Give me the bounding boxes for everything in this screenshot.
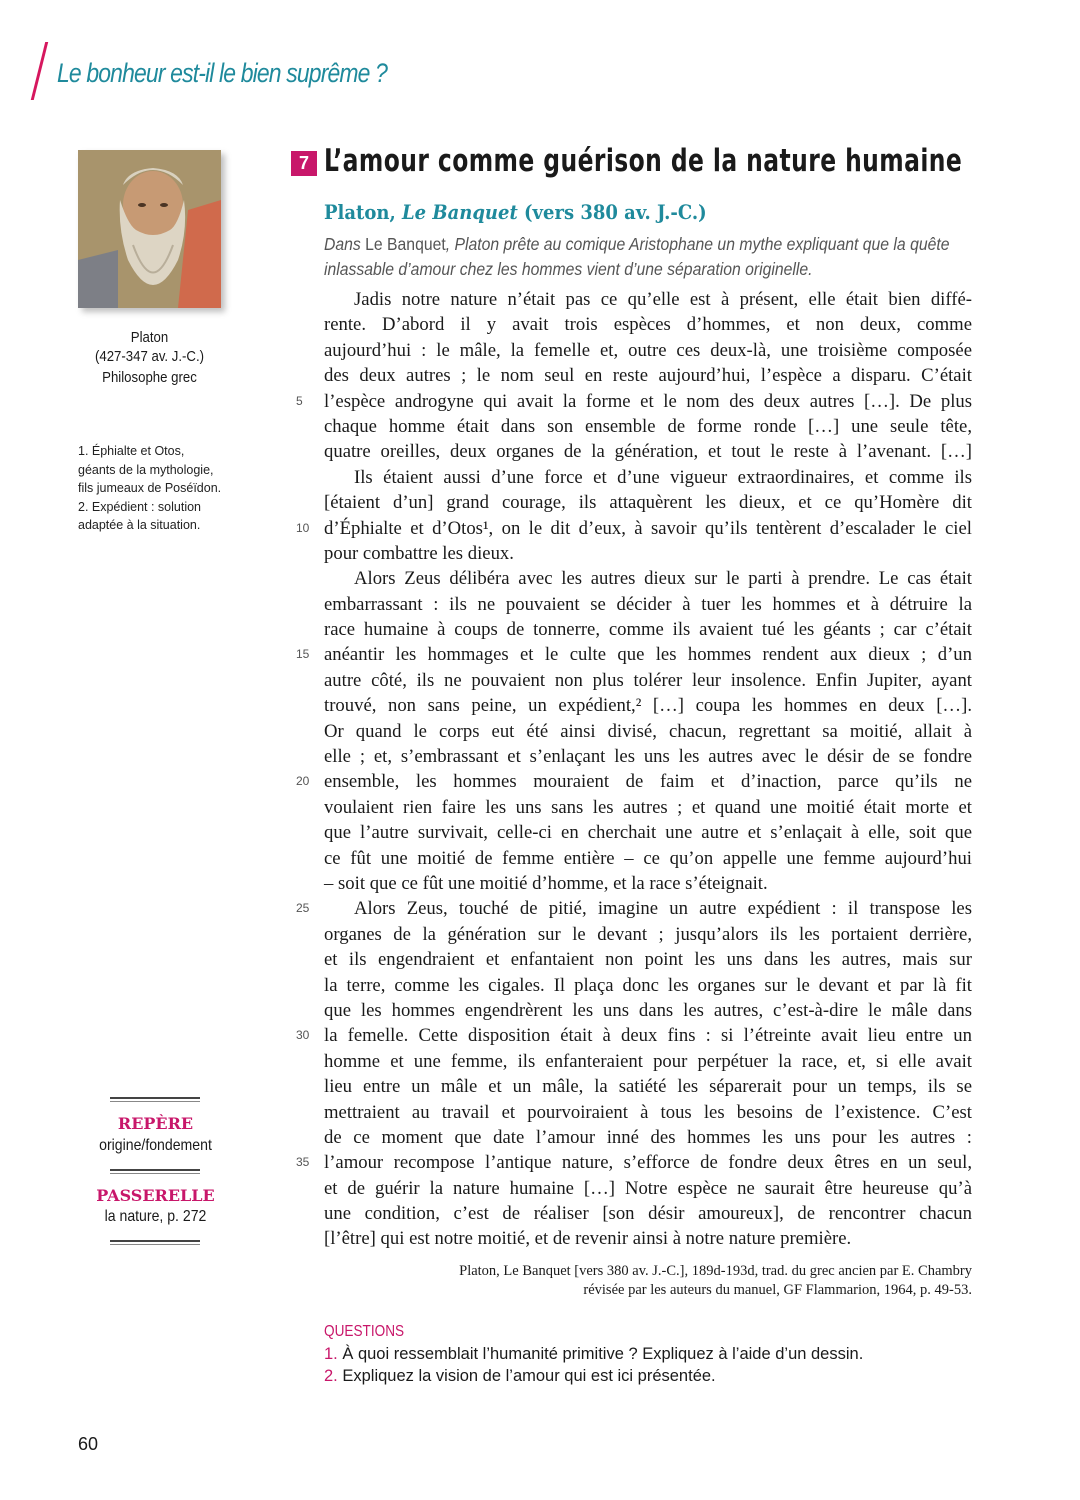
line-text: pour combattre les dieux.: [324, 542, 514, 564]
line-text: une condition, c’est de réaliser [son désir amoureux], de rencontrer chacun: [324, 1203, 972, 1225]
line-text: Alors Zeus, touché de pitié, imagine un autre expédient : il transpose les: [354, 898, 972, 920]
line-text: des deux autres ; le nom seul en reste aujourd’hui, l’espèce a disparu. C’était: [324, 365, 972, 387]
line-number: 20: [296, 774, 310, 789]
text-line: [324, 947, 972, 972]
repere-label: REPÈRE: [117, 1114, 194, 1133]
line-text: trouvé, non sans peine, un expédient,² […] coupa les hommes en deux […].: [324, 695, 972, 717]
text-line: [324, 592, 972, 617]
text-line: [324, 795, 972, 820]
line-text: et ils engendraient et enfantaient non point les uns dans les autres, mais sur: [324, 949, 972, 971]
line-number: 30: [296, 1028, 310, 1043]
text-line: [324, 846, 972, 871]
text-line: [324, 719, 972, 744]
portrait-caption-dates: (427-347 av. J.-C.): [94, 348, 205, 365]
line-text: la terre, comme les cigales. Il plaça donc les organes sur le devant et par là fit: [324, 974, 972, 996]
text-line: [324, 312, 972, 337]
footnote-line: 1. Éphialte et Otos,: [78, 444, 185, 458]
line-text: aujourd’hui : le mâle, la femelle et, outre ces deux-là, une troisième composée: [324, 339, 972, 361]
line-text: voulaient rien faire les uns sans les autres ; et quand une moitié était morte et: [324, 796, 972, 818]
text-line: [324, 744, 972, 769]
text-line: [324, 617, 972, 642]
text-line: [324, 1201, 972, 1226]
text-line: [296, 1150, 972, 1175]
line-text: embarrassant : ils ne pouvaient se décider à tuer les hommes et à détruire la: [324, 593, 972, 615]
chapter-title: Le bonheur est-il le bien suprême ?: [57, 58, 388, 88]
text-line: [324, 871, 972, 896]
document-author: [324, 200, 707, 224]
text-line: [296, 516, 972, 541]
work-title: Le Banquet: [401, 200, 518, 224]
line-text: mettraient au travail et pourvoiraient à tous les besoins de l’existence. C’est: [324, 1101, 972, 1123]
text-line: [296, 642, 972, 667]
document-number-badge: 7: [291, 151, 317, 176]
line-text: elle ; et, s’embrassant et s’enlaçant les uns les autres avec le désir de se fondre: [324, 746, 972, 768]
line-text: l’espèce androgyne qui avait la forme et le nom des deux autres […]. De plus: [324, 390, 972, 412]
text-line: [324, 465, 972, 490]
text-line: [324, 668, 972, 693]
passerelle-value: la nature, p. 272: [104, 1208, 207, 1225]
line-text: – soit que ce fût une moitié d’homme, et la race s’éteignait.: [324, 872, 768, 894]
text-line: [324, 338, 972, 363]
line-text: Ils étaient aussi d’une force et d’une vigueur extraordinaires, et comme ils: [354, 466, 972, 488]
source-line: révisée par les auteurs du manuel, GF Flammarion, 1964, p. 49-53.: [583, 1281, 972, 1298]
questions-heading: QUESTIONS: [324, 1323, 405, 1340]
text-line: [324, 287, 972, 312]
text-line: [324, 973, 972, 998]
question-text: Expliquez la vision de l’amour qui est ici présentée.: [337, 1367, 716, 1385]
line-text: [l’être] qui est notre moitié, et de revenir ainsi à notre nature première.: [324, 1228, 852, 1250]
intro-work: Le Banquet: [365, 234, 446, 254]
divider: [110, 1097, 200, 1102]
line-number: 10: [296, 520, 310, 535]
line-text: que l’autre survivait, celle-ci en cherchait une autre et s’enlaçait à elle, soit que: [324, 822, 972, 844]
line-text: lieu entre un mâle et un mâle, la satiété les séparerait pour un temps, ils se: [324, 1076, 972, 1098]
line-text: que les hommes engendrèrent les uns dans les autres, c’est-à-dire le mâle dans: [324, 999, 972, 1021]
footnotes: [78, 442, 221, 535]
question-1: [324, 1345, 863, 1364]
line-text: ce fût une moitié de femme entière – ce qu’on appelle une femme aujourd’hui: [324, 847, 972, 869]
line-text: homme et une femme, ils enfanteraient pour perpétuer la race, et, si elle avait: [324, 1050, 972, 1072]
line-text: d’Éphialte et d’Otos¹, on le dit d’eux, à savoir qu’ils tentèrent d’escalader le ciel: [324, 517, 972, 539]
source-citation: [324, 1262, 972, 1299]
intro-text: Dans: [324, 234, 366, 254]
author-name: Platon,: [324, 200, 402, 224]
text-line: [324, 1176, 972, 1201]
document-body: [296, 287, 972, 1252]
line-text: chaque homme était dans son ensemble de forme ronde […] une seule tête,: [324, 415, 972, 437]
line-number: 15: [296, 647, 310, 662]
footnote-line: géants de la mythologie,: [78, 462, 214, 477]
text-line: [324, 363, 972, 388]
text-line: [296, 769, 972, 794]
text-line: [324, 541, 972, 566]
text-line: [324, 490, 972, 515]
text-line: [296, 896, 972, 921]
question-number: 1.: [324, 1345, 338, 1363]
text-line: [324, 1049, 972, 1074]
footnote-line: adaptée à la situation.: [78, 518, 201, 532]
line-text: autre côté, ils ne pouvaient non plus tolérer leur insolence. Enfin Jupiter, ayant: [324, 669, 972, 691]
text-line: [324, 439, 972, 464]
footnote-line: 2. Expédient : solution: [78, 499, 201, 514]
repere-value: origine/fondement: [99, 1137, 212, 1154]
line-text: Or quand le corps eut été ainsi divisé, chacun, regrettant sa moitié, allait à: [324, 720, 972, 742]
line-text: quatre oreilles, deux organes de la génération, et tout le reste à l’avenant. […]: [324, 441, 972, 463]
footnote-line: fils jumeaux de Poséïdon.: [78, 481, 222, 495]
line-text: la femelle. Cette disposition était à deux fins : si l’étreinte avait lieu entre un: [324, 1025, 972, 1047]
divider: [110, 1240, 200, 1245]
text-line: [296, 389, 972, 414]
document-title: L’amour comme guérison de la nature humaine: [324, 143, 963, 179]
text-line: [324, 820, 972, 845]
platon-portrait: [78, 150, 221, 308]
question-text: À quoi ressemblait l’humanité primitive ? Expliquez à l’aide d’un dessin.: [337, 1345, 864, 1363]
line-text: et de guérir la nature humaine […] Notre espèce ne saurait être heureuse qu’à: [324, 1177, 972, 1199]
line-text: de ce moment que date l’amour inné des hommes les uns pour les autres :: [324, 1126, 972, 1148]
intro-text: , Platon prête au comique Aristophane un mythe expliquant que la quête inlassable d’amour chez les hommes vient d’une séparation originelle.: [324, 234, 950, 279]
text-line: [296, 1023, 972, 1048]
line-text: l’amour recompose l’antique nature, s’efforce de fondre deux êtres en un seul,: [324, 1152, 972, 1174]
line-text: organes de la génération sur le devant ; jusqu’alors ils les portaient derrière,: [324, 923, 972, 945]
line-text: rente. D’abord il y avait trois espèces d’hommes, et non deux, comme: [324, 314, 972, 336]
text-line: [324, 1074, 972, 1099]
line-number: 35: [296, 1155, 310, 1170]
line-text: ensemble, les hommes mouraient de faim et d’inaction, parce qu’ils ne: [324, 771, 972, 793]
text-line: [324, 1125, 972, 1150]
text-line: [324, 414, 972, 439]
portrait-caption-name: Platon: [130, 329, 169, 346]
text-line: [324, 693, 972, 718]
text-line: [324, 566, 972, 591]
document-intro: [324, 232, 954, 281]
line-text: anéantir les hommages et le culte que les hommes rendent aux dieux ; d’un: [324, 644, 972, 666]
source-line: Platon, Le Banquet [vers 380 av. J.-C.], 189d-193d, trad. du grec ancien par E. Chambry: [459, 1263, 972, 1279]
line-text: [étaient d’un] grand courage, ils attaquèrent les dieux, et ce qu’Homère dit: [324, 492, 972, 514]
page-number: 60: [78, 1434, 99, 1454]
line-number: 5: [296, 393, 303, 408]
passerelle-label: PASSERELLE: [96, 1186, 215, 1205]
text-line: [324, 922, 972, 947]
question-number: 2.: [324, 1367, 338, 1385]
divider: [110, 1169, 200, 1174]
line-number: 25: [296, 901, 310, 916]
portrait-caption-role: Philosophe grec: [102, 369, 197, 386]
work-date: (vers 380 av. J.-C.): [517, 200, 707, 224]
line-text: Alors Zeus délibéra avec les autres dieux sur le parti à prendre. Le cas était: [354, 568, 972, 590]
line-text: Jadis notre nature n’était pas ce qu’elle est à présent, elle était bien diffé-: [354, 289, 972, 310]
text-line: [324, 998, 972, 1023]
chapter-slash-decoration: [31, 42, 48, 100]
question-2: [324, 1367, 716, 1386]
text-line: [324, 1100, 972, 1125]
line-text: race humaine à coups de tonnerre, comme ils avaient tué les géants ; car c’était: [324, 619, 972, 641]
text-line: [324, 1226, 972, 1251]
